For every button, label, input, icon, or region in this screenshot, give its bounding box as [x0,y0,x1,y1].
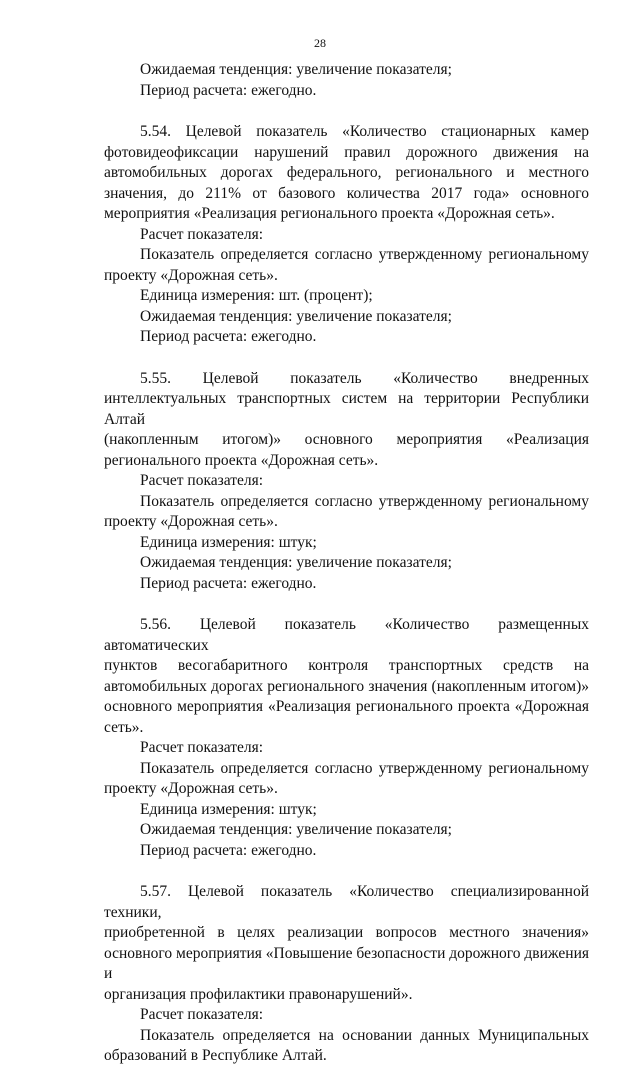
calc-text-line: Показатель определяется согласно утвержденному региональному [140,492,589,510]
calc-text-line: проекту «Дорожная сеть». [104,266,278,284]
section-5-56 [104,615,589,861]
section-heading-line: (накопленным итогом)» основного мероприятия «Реализация [104,431,589,448]
intro-trend: Ожидаемая тенденция: увеличение показателя; [140,61,452,78]
section-heading-line: автомобильных дорогах федерального, регионального и местного [104,164,589,181]
unit-line: Единица измерения: шт. (процент); [140,287,373,304]
calc-label: Расчет показателя: [140,472,264,489]
trend-line: Ожидаемая тенденция: увеличение показателя; [140,554,452,571]
unit-line: Единица измерения: штук; [140,800,317,818]
section-heading-line: 5.57. Целевой показатель «Количество специализированной техники, [104,883,589,921]
section-heading-line: основного мероприятия «Повышение безопасности дорожного движения и [104,944,589,982]
section-heading-line: интеллектуальных транспортных систем на территории Республики Алтай [104,390,589,428]
calc-text-line: Показатель определяется согласно утвержденному региональному [140,246,589,263]
section-heading-line: 5.56. Целевой показатель «Количество размещенных автоматических [104,616,589,654]
section-heading-line: основного мероприятия «Реализация регионального проекта «Дорожная [104,698,589,715]
section-heading-line: регионального проекта «Дорожная сеть». [104,451,379,469]
trend-line: Ожидаемая тенденция: увеличение показателя; [140,307,452,325]
calc-label: Расчет показателя: [140,1006,264,1023]
calc-text-line: проекту «Дорожная сеть». [104,780,278,797]
calc-label: Расчет показателя: [140,739,264,756]
section-heading-line: значения, до 211% от базового количества 2017 года» основного [104,184,589,202]
calc-text-line: Показатель определяется согласно утвержденному региональному [140,759,589,777]
intro-period: Период расчета: ежегодно. [140,81,317,99]
section-5-55 [104,369,589,595]
trend-line: Ожидаемая тенденция: увеличение показателя; [140,821,452,838]
calc-label: Расчет показателя: [140,225,264,243]
calc-text-line: образований в Республике Алтай. [104,1047,327,1064]
section-heading-line: сеть». [104,718,144,736]
period-line: Период расчета: ежегодно. [140,841,317,859]
unit-line: Единица измерения: штук; [140,533,317,551]
section-heading-line: приобретенной в целях реализации вопросов местного значения» [104,924,589,941]
document-body [104,60,589,1067]
section-heading-line: 5.54. Целевой показатель «Количество стационарных камер [140,123,589,140]
section-heading-line: фотовидеофиксации нарушений правил дорожного движения на [104,143,589,161]
period-line: Период расчета: ежегодно. [140,574,317,592]
section-5-57 [104,882,589,1067]
section-heading-line: организация профилактики правонарушений». [104,985,413,1003]
section-heading-line: пунктов весогабаритного контроля транспортных средств на [104,657,589,674]
section-heading-line: автомобильных дорогах регионального значения (накопленным итогом)» [104,677,589,695]
page-number: 28 [314,36,326,50]
calc-text-line: проекту «Дорожная сеть». [104,513,278,530]
section-5-54 [104,122,589,348]
calc-text-line: Показатель определяется на основании данных Муниципальных [140,1026,589,1044]
section-heading-line: мероприятия «Реализация регионального проекта «Дорожная сеть». [104,205,555,222]
section-heading-line: 5.55. Целевой показатель «Количество внедренных [140,369,589,387]
period-line: Период расчета: ежегодно. [140,328,317,345]
